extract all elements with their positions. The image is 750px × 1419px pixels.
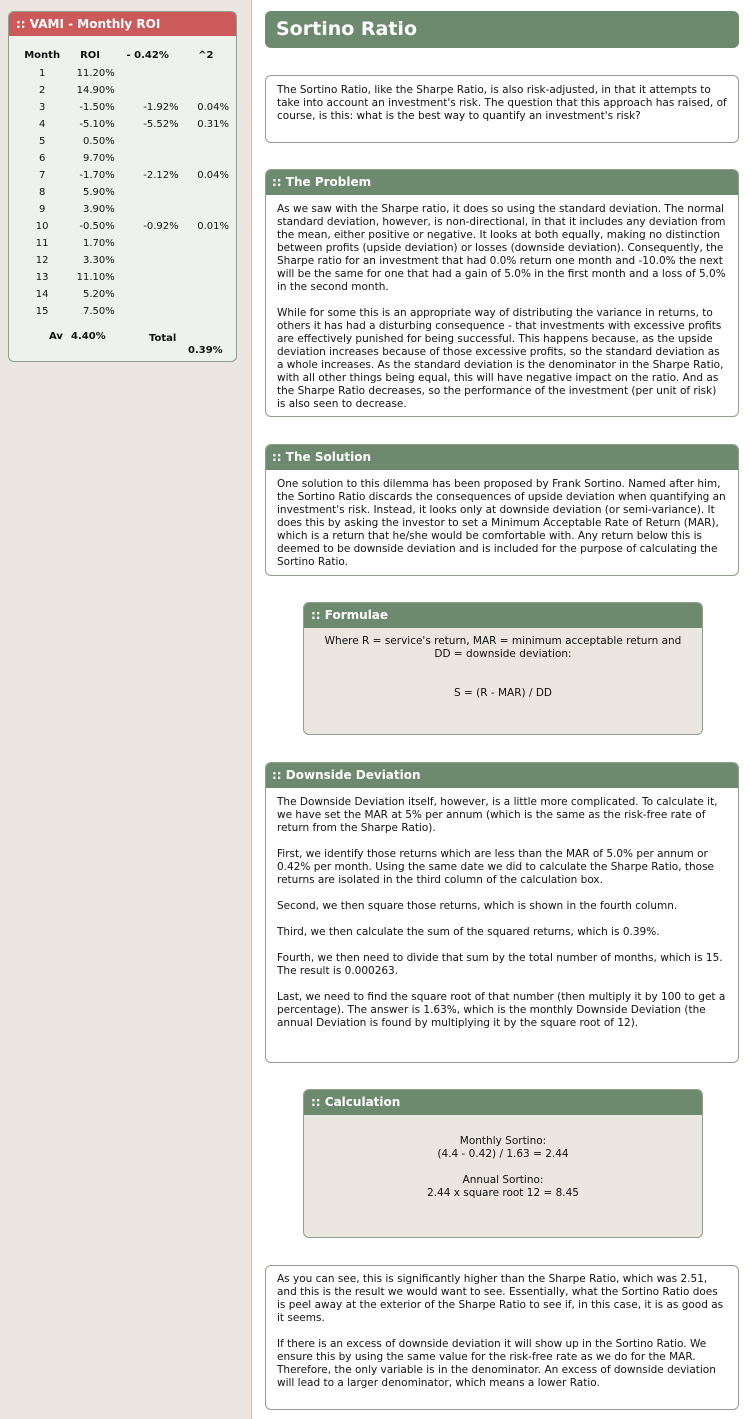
downside-paragraph-5: Fourth, we then need to divide that sum by the total number of months, which is 15. The result is 0.000263. xyxy=(277,952,723,977)
squared-cell: 0.04% xyxy=(197,102,229,113)
month-cell: 3 xyxy=(38,102,46,113)
problem-box xyxy=(265,169,739,417)
month-cell: 13 xyxy=(35,272,49,283)
minus-mar-cell xyxy=(117,235,183,252)
squared-cell xyxy=(183,133,229,150)
formulae-box xyxy=(303,602,703,735)
roi-cell: 0.50% xyxy=(83,136,115,147)
roi-cell: 3.30% xyxy=(83,255,115,266)
monthly-sortino-label: Monthly Sortino: xyxy=(459,1135,547,1147)
vami-roi-box xyxy=(8,11,237,362)
squared-cell xyxy=(183,201,229,218)
month-cell: 2 xyxy=(38,85,46,96)
problem-paragraph-2: While for some this is an appropriate way of distributing the variance in returns, to others it has had a disturbing consequence - that investments with excessive profits are effectively punished for being successful. This happens because, as the upside deviation increases because of those excessive profits, so the standard deviation as a whole increases. As the standard deviation is the denominator in the Sharpe Ratio, with all other things being equal, this will have negative impact on the ratio. And as the Sharpe Ratio decreases, so the performance of the investment (per unit of risk) is also seen to decrease. xyxy=(277,307,724,410)
vami-row xyxy=(19,82,229,99)
roi-cell: -5.10% xyxy=(79,119,115,130)
minus-mar-cell xyxy=(117,184,183,201)
vami-row xyxy=(19,150,229,167)
annual-sortino-formula: 2.44 x square root 12 = 8.45 xyxy=(427,1187,579,1199)
minus-mar-cell: -2.12% xyxy=(143,170,179,181)
problem-title: :: The Problem xyxy=(266,170,738,195)
squared-cell xyxy=(183,303,229,320)
month-cell: 15 xyxy=(35,306,49,317)
roi-cell: -1.70% xyxy=(79,170,115,181)
downside-deviation-box xyxy=(265,762,739,1063)
vami-row xyxy=(19,99,229,116)
roi-cell: 9.70% xyxy=(83,153,115,164)
monthly-sortino-formula: (4.4 - 0.42) / 1.63 = 2.44 xyxy=(437,1148,569,1160)
conclusion-box xyxy=(265,1265,739,1410)
vami-row xyxy=(19,116,229,133)
roi-cell: 5.90% xyxy=(83,187,115,198)
minus-mar-cell: -1.92% xyxy=(143,102,179,113)
squared-cell xyxy=(183,150,229,167)
average-value: 4.40% xyxy=(71,331,106,342)
sortino-formula: S = (R - MAR) / DD xyxy=(453,687,552,699)
solution-box xyxy=(265,444,739,576)
minus-mar-cell xyxy=(117,303,183,320)
squared-cell xyxy=(183,269,229,286)
total-label: Total xyxy=(149,333,177,344)
vami-title: :: VAMI - Monthly ROI xyxy=(9,12,236,36)
month-cell: 8 xyxy=(38,187,46,198)
conclusion-paragraph-1: As you can see, this is significantly higher than the Sharpe Ratio, which was 2.51, and this is the result we would want to see. Essentially, what the Sortino Ratio does is peel away at the exterior of the Sharpe Ratio to see if, in this case, it is as good as it seems. xyxy=(277,1273,724,1324)
minus-mar-cell xyxy=(117,252,183,269)
month-cell: 10 xyxy=(35,221,49,232)
col-minus-mar-header: - 0.42% xyxy=(126,49,169,61)
vami-header-row xyxy=(19,45,229,65)
roi-cell: 14.90% xyxy=(76,85,115,96)
squared-cell xyxy=(183,286,229,303)
month-cell: 6 xyxy=(38,153,46,164)
downside-paragraph-4: Third, we then calculate the sum of the squared returns, which is 0.39%. xyxy=(277,926,660,938)
downside-paragraph-2: First, we identify those returns which are less than the MAR of 5.0% per annum or 0.42% per month. Using the same date we did to calculate the Sharpe Ratio, those returns are isolated in the third column of the calculation box. xyxy=(277,848,715,886)
roi-cell: -1.50% xyxy=(79,102,115,113)
squared-cell xyxy=(183,252,229,269)
month-cell: 9 xyxy=(38,204,46,215)
month-cell: 14 xyxy=(35,289,49,300)
minus-mar-cell xyxy=(117,65,183,82)
minus-mar-cell: -5.52% xyxy=(143,119,179,130)
downside-paragraph-1: The Downside Deviation itself, however, is a little more complicated. To calculate it, we have set the MAR at 5% per annum (which is the same as the risk-free rate of return from the Sharpe Ratio). xyxy=(277,796,718,834)
problem-paragraph-1: As we saw with the Sharpe ratio, it does so using the standard deviation. The normal standard deviation, however, is non-directional, in that it includes any deviation from the mean, either positive or negative. It looks at both equally, making no distinction between profits (upside deviation) or losses (downside deviation). Consequently, the Sharpe ratio for an investment that had 0.0% return one month and -10.0% the next will be the same for one that had a gain of 5.0% in the first month and a loss of 5.0% in the second month. xyxy=(277,203,726,293)
conclusion-paragraph-2: If there is an excess of downside deviation it will show up in the Sortino Ratio. We ensure this by using the same value for the risk-free rate as we do for the MAR. Therefore, the only variable is in the denominator. An excess of downside deviation will lead to a larger denominator, which means a lower Ratio. xyxy=(277,1338,716,1389)
solution-paragraph-1: One solution to this dilemma has been proposed by Frank Sortino. Named after him, the Sortino Ratio discards the consequences of upside deviation when quantifying an investment's risk. Instead, it looks only at downside deviation (or semi-variance). It does this by asking the investor to set a Minimum Acceptable Rate of Return (MAR), which is a return that he/she would be comfortable with. Any return below this is deemed to be downside deviation and is included for the purpose of calculating the Sortino Ratio. xyxy=(277,478,726,568)
downside-title: :: Downside Deviation xyxy=(266,763,738,788)
minus-mar-cell: -0.92% xyxy=(143,221,179,232)
minus-mar-cell xyxy=(117,269,183,286)
minus-mar-cell xyxy=(117,286,183,303)
page-title: Sortino Ratio xyxy=(265,11,739,48)
squared-cell xyxy=(183,235,229,252)
minus-mar-cell xyxy=(117,150,183,167)
vami-row xyxy=(19,235,229,252)
intro-text: The Sortino Ratio, like the Sharpe Ratio, is also risk-adjusted, in that it attempts to take into account an investment's risk. The question that this approach has raised, of course, is this: what is the best way to quantify an investment's risk? xyxy=(277,84,727,122)
minus-mar-cell xyxy=(117,133,183,150)
col-month-header: Month xyxy=(24,49,61,61)
roi-cell: 7.50% xyxy=(83,306,115,317)
col-squared-header: ^2 xyxy=(198,49,214,61)
vami-row xyxy=(19,133,229,150)
vami-row xyxy=(19,65,229,82)
roi-cell: 11.10% xyxy=(76,272,115,283)
roi-cell: 5.20% xyxy=(83,289,115,300)
solution-title: :: The Solution xyxy=(266,445,738,470)
formulae-definition: Where R = service's return, MAR = minimum acceptable return and DD = downside deviation: xyxy=(324,635,682,660)
squared-cell: 0.04% xyxy=(197,170,229,181)
minus-mar-cell xyxy=(117,82,183,99)
month-cell: 11 xyxy=(35,238,49,249)
month-cell: 5 xyxy=(38,136,46,147)
downside-paragraph-3: Second, we then square those returns, which is shown in the fourth column. xyxy=(277,900,678,912)
average-label: Av xyxy=(49,331,63,342)
roi-cell: -0.50% xyxy=(79,221,115,232)
vami-row xyxy=(19,269,229,286)
column-divider xyxy=(251,0,252,1419)
squared-cell: 0.31% xyxy=(197,119,229,130)
total-value: 0.39% xyxy=(188,345,223,356)
vami-row xyxy=(19,184,229,201)
col-roi-header: ROI xyxy=(80,49,100,61)
squared-cell xyxy=(183,65,229,82)
month-cell: 12 xyxy=(35,255,49,266)
vami-table xyxy=(19,45,229,320)
vami-rows xyxy=(19,65,229,320)
squared-cell xyxy=(183,184,229,201)
vami-row xyxy=(19,218,229,235)
formulae-title: :: Formulae xyxy=(304,603,702,628)
vami-row xyxy=(19,252,229,269)
month-cell: 7 xyxy=(38,170,46,181)
vami-row xyxy=(19,303,229,320)
downside-paragraph-6: Last, we need to find the square root of that number (then multiply it by 100 to get a percentage). The answer is 1.63%, which is the monthly Downside Deviation (the annual Deviation is found by multiplying it by the square root of 12). xyxy=(277,991,726,1029)
month-cell: 4 xyxy=(38,119,46,130)
month-cell: 1 xyxy=(38,68,46,79)
vami-row xyxy=(19,201,229,218)
calculation-box xyxy=(303,1089,703,1238)
squared-cell xyxy=(183,82,229,99)
calculation-title: :: Calculation xyxy=(304,1090,702,1115)
intro-box xyxy=(265,75,739,143)
squared-cell: 0.01% xyxy=(197,221,229,232)
roi-cell: 11.20% xyxy=(76,68,115,79)
minus-mar-cell xyxy=(117,201,183,218)
roi-cell: 3.90% xyxy=(83,204,115,215)
annual-sortino-label: Annual Sortino: xyxy=(462,1174,544,1186)
vami-row xyxy=(19,167,229,184)
roi-cell: 1.70% xyxy=(83,238,115,249)
vami-row xyxy=(19,286,229,303)
